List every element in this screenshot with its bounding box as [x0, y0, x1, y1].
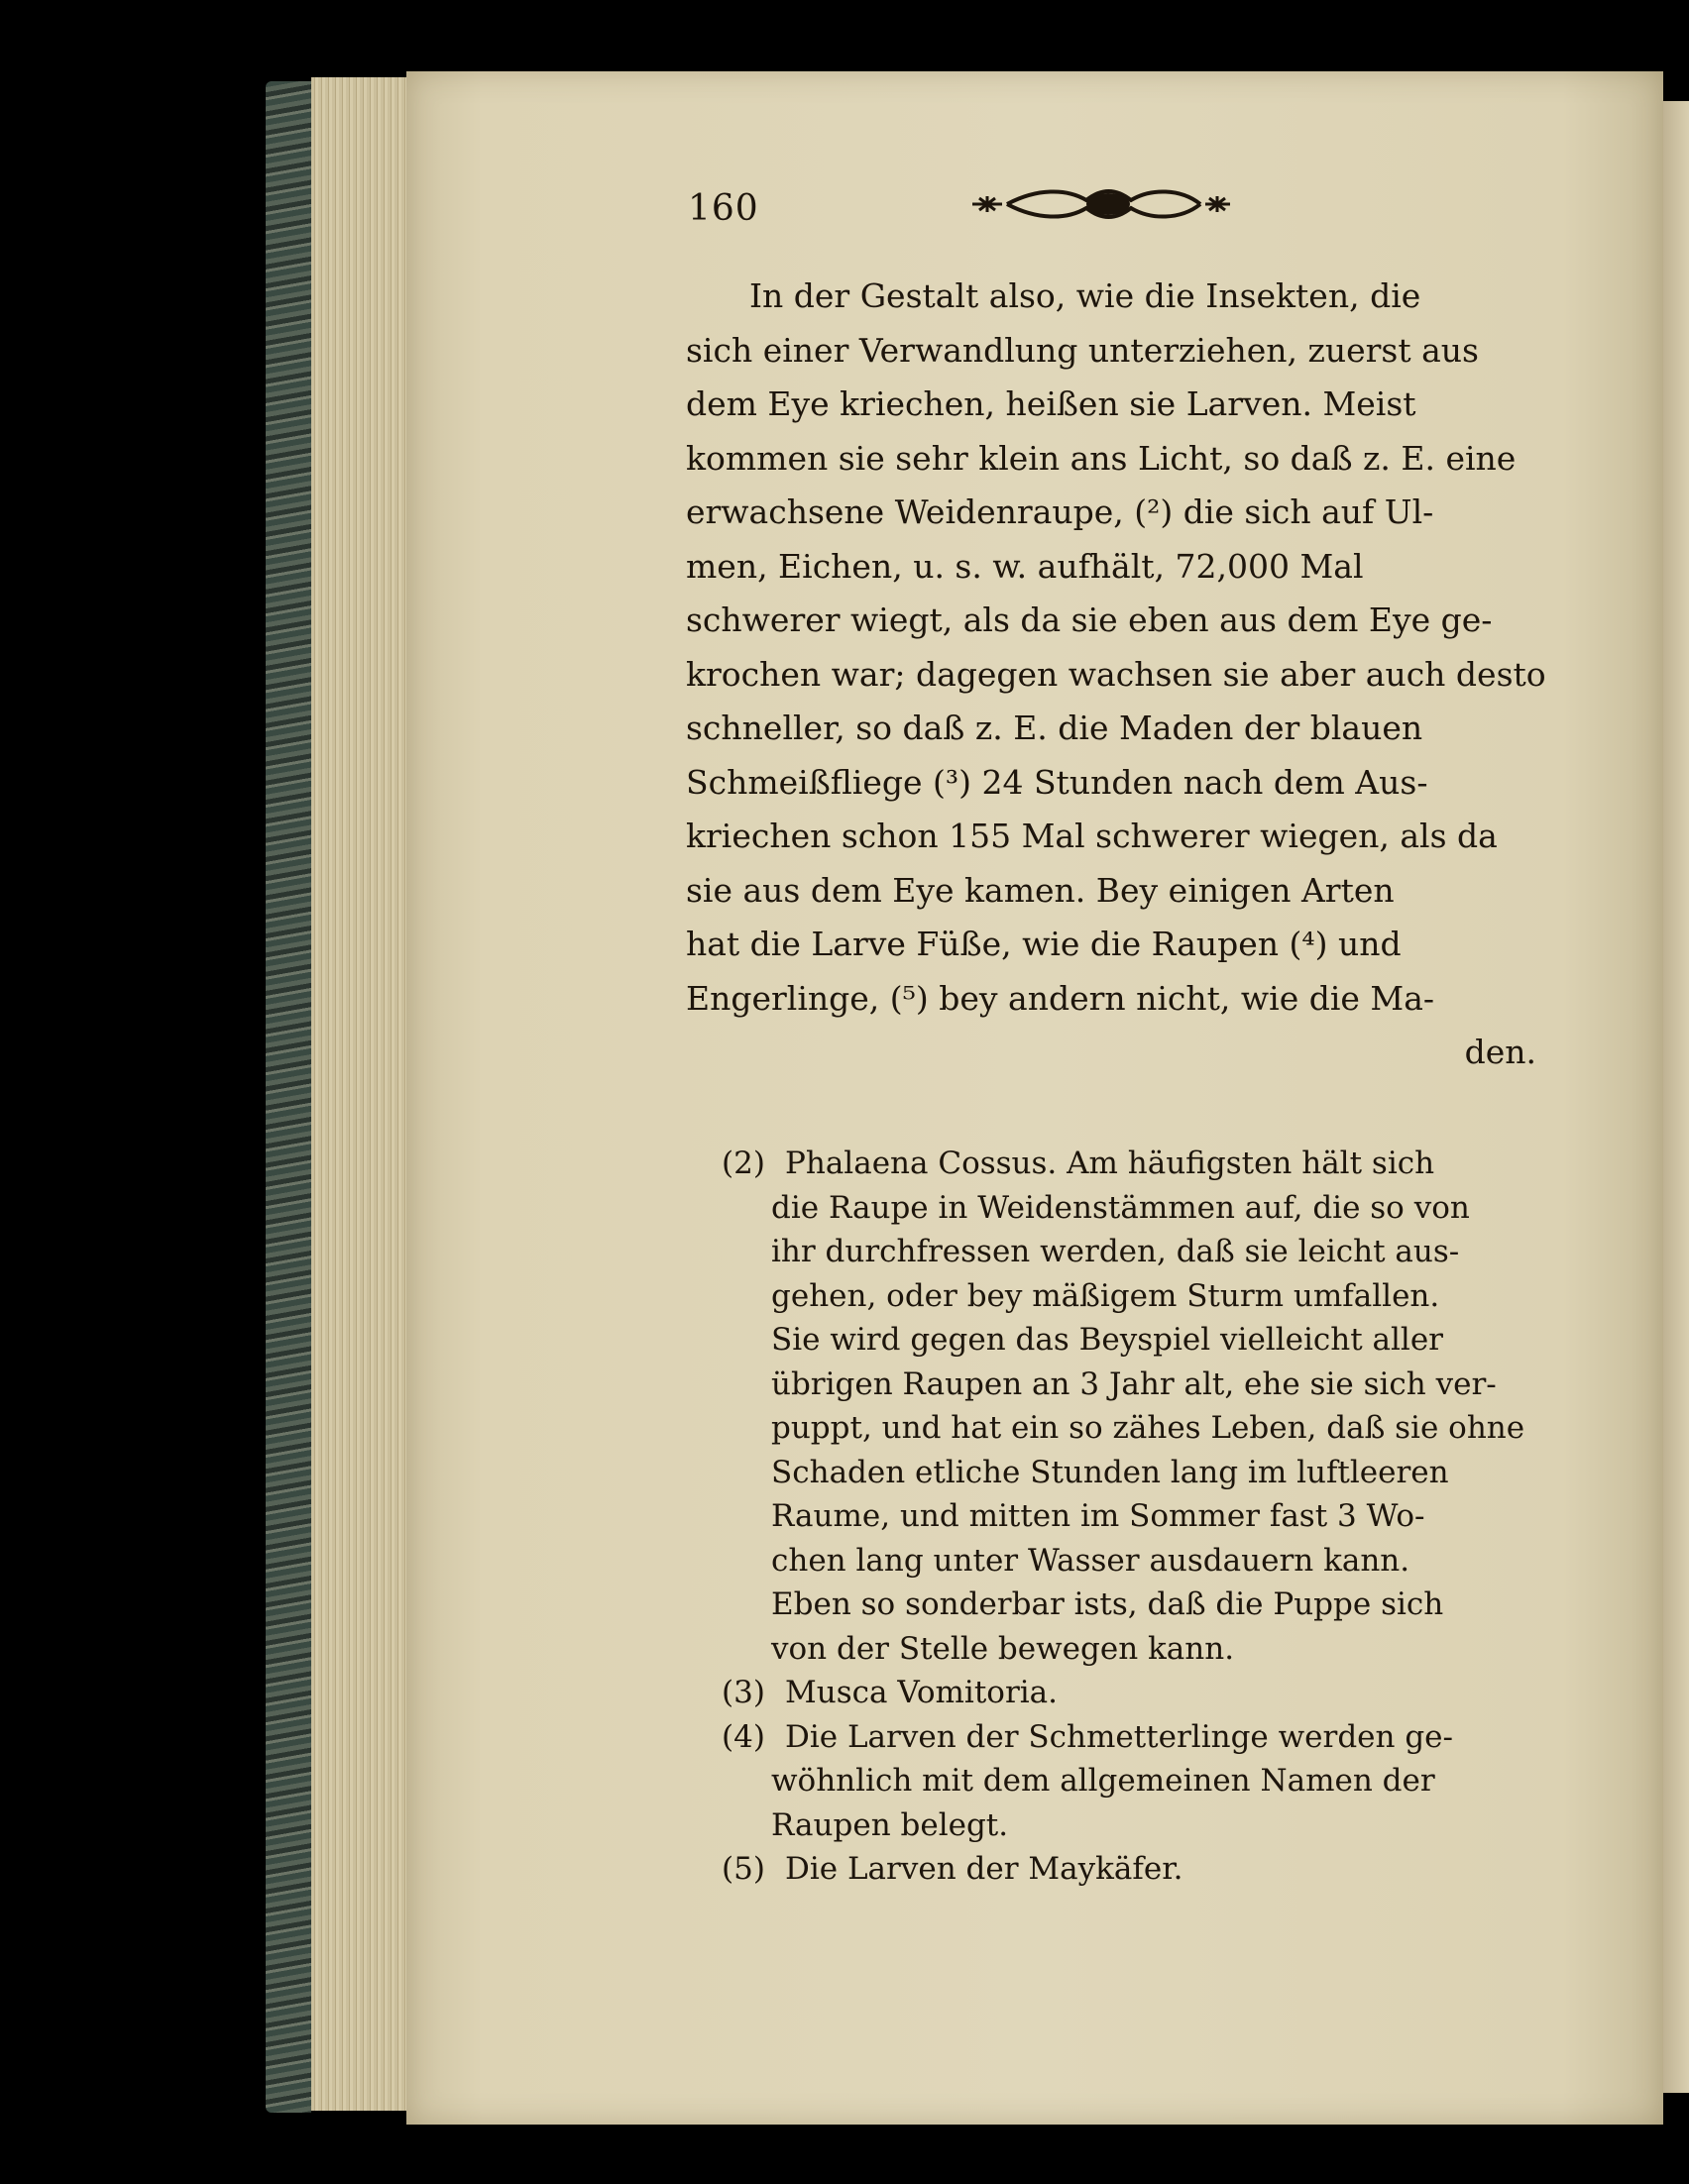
- text-line: erwachsene Weidenraupe, (²) die sich auf Ul-: [686, 492, 1434, 531]
- footnote-marker: (3): [722, 1675, 765, 1710]
- text-line: kommen sie sehr klein ans Licht, so daß z. E. eine: [686, 438, 1517, 478]
- ornament-divider-icon: [967, 184, 1235, 224]
- footnote-line: Raupen belegt.: [771, 1806, 1009, 1843]
- footnote-line: wöhnlich mit dem allgemeinen Namen der: [771, 1763, 1435, 1799]
- footnote-3: [722, 1671, 1536, 1715]
- main-paragraph: [686, 270, 1546, 1080]
- page-header: [545, 178, 1532, 242]
- text-line: hat die Larve Füße, wie die Raupen (⁴) und: [686, 925, 1402, 963]
- footnote-line: übrigen Raupen an 3 Jahr alt, ehe sie sich ver-: [771, 1365, 1497, 1402]
- footnote-line: chen lang unter Wasser ausdauern kann.: [771, 1542, 1410, 1579]
- text-line: In der Gestalt also, wie die Insekten, die: [749, 276, 1421, 315]
- footnote-line: Schaden etliche Stunden lang im luftleeren: [771, 1454, 1449, 1490]
- text-line: schwerer wiegt, als da sie eben aus dem Eye ge-: [686, 601, 1493, 639]
- footnote-line: Raume, und mitten im Sommer fast 3 Wo-: [771, 1498, 1425, 1534]
- text-line: Engerlinge, (⁵) bey andern nicht, wie die Ma-: [686, 978, 1435, 1018]
- footnote-marker: (4): [722, 1718, 765, 1755]
- text-line: dem Eye kriechen, heißen sie Larven. Meist: [686, 384, 1416, 423]
- footnote-line: Die Larven der Maykäfer.: [785, 1851, 1183, 1887]
- footnote-line: Eben so sonderbar ists, daß die Puppe sich: [771, 1586, 1444, 1622]
- footnote-marker: (5): [722, 1851, 765, 1887]
- text-line: schneller, so daß z. E. die Maden der blauen: [686, 709, 1423, 747]
- footnote-marker: (2): [722, 1146, 765, 1181]
- footnote-line: von der Stelle bewegen kann.: [771, 1630, 1235, 1667]
- text-block: [545, 178, 1546, 1887]
- footnote-line: Die Larven der Schmetterlinge werden ge-: [785, 1718, 1453, 1755]
- footnote-line: gehen, oder bey mäßigem Sturm umfallen.: [771, 1277, 1440, 1314]
- footnote-line: Musca Vomitoria.: [785, 1675, 1059, 1710]
- facing-page-edge: [1663, 101, 1689, 2093]
- text-line: men, Eichen, u. s. w. aufhält, 72,000 Mal: [686, 546, 1364, 586]
- footnotes: [722, 1142, 1536, 1892]
- footnote-line: Sie wird gegen das Beyspiel vielleicht aller: [771, 1322, 1444, 1358]
- footnote-line: die Raupe in Weidenstämmen auf, die so von: [771, 1189, 1470, 1226]
- text-line: kriechen schon 155 Mal schwerer wiegen, als da: [686, 817, 1498, 855]
- book-cover-edge: [266, 81, 311, 2113]
- page-stack: [311, 77, 406, 2111]
- footnote-line: puppt, und hat ein so zähes Leben, daß sie ohne: [771, 1410, 1525, 1446]
- text-line: sie aus dem Eye kamen. Bey einigen Arten: [686, 870, 1395, 910]
- page-number: 160: [688, 188, 759, 229]
- text-line: Schmeißfliege (³) 24 Stunden nach dem Aus-: [686, 762, 1428, 802]
- text-line: krochen war; dagegen wachsen sie aber auch desto: [686, 654, 1546, 694]
- text-line: den.: [1464, 1033, 1536, 1071]
- footnote-line: Phalaena Cossus. Am häufigsten hält sich: [785, 1146, 1435, 1181]
- footnote-line: ihr durchfressen werden, daß sie leicht aus-: [771, 1234, 1460, 1269]
- text-line: sich einer Verwandlung unterziehen, zuerst aus: [686, 330, 1479, 370]
- footnote-4: [722, 1715, 1536, 1760]
- footnote-2: [722, 1142, 1536, 1186]
- footnote-5: [722, 1847, 1536, 1892]
